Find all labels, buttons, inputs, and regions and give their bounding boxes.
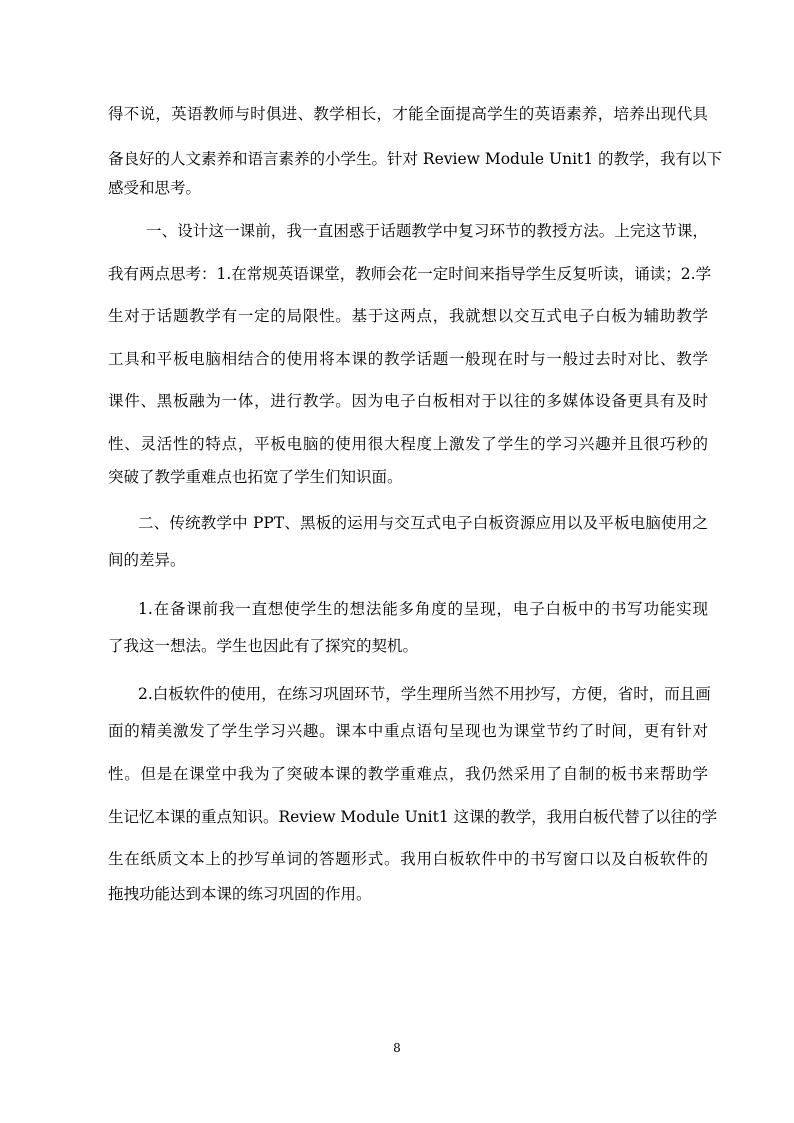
- body-text-line: 拖拽功能达到本课的练习巩固的作用。: [108, 885, 372, 903]
- body-text-line: 面的精美激发了学生学习兴趣。课本中重点语句呈现也为课堂节约了时间，更有针对: [108, 722, 708, 740]
- body-text-line: 突破了教学重难点也拓宽了学生们知识面。: [108, 468, 403, 486]
- body-text-line: 我有两点思考：1.在常规英语课堂，教师会花一定时间来指导学生反复听读，诵读；2.学: [108, 265, 712, 283]
- body-text-line: 了我这一想法。学生也因此有了探究的契机。: [108, 637, 419, 655]
- body-text-line: 1.在备课前我一直想使学生的想法能多角度的呈现，电子白板中的书写功能实现: [138, 600, 708, 618]
- body-text-line: 生在纸质文本上的抄写单词的答题形式。我用白板软件中的书写窗口以及白板软件的: [108, 850, 708, 868]
- body-text-line: 课件、黑板融为一体，进行教学。因为电子白板相对于以往的多媒体设备更具有及时: [108, 392, 708, 410]
- body-text-line: 性。但是在课堂中我为了突破本课的教学重难点，我仍然采用了自制的板书来帮助学: [108, 765, 708, 783]
- body-text-line: 性、灵活性的特点，平板电脑的使用很大程度上激发了学生的学习兴趣并且很巧秒的: [108, 435, 708, 453]
- body-text-line: 一、设计这一课前，我一直困惑于话题教学中复习环节的教授方法。上完这节课，: [146, 222, 708, 240]
- body-text-line: 二、传统教学中 PPT、黑板的运用与交互式电子白板资源应用以及平板电脑使用之: [138, 514, 708, 532]
- body-text-line: 间的差异。: [108, 551, 186, 569]
- page-number: 8: [393, 1041, 401, 1055]
- body-text-line: 备良好的人文素养和语言素养的小学生。针对 Review Module Unit1 的教学，我有以下: [108, 150, 723, 168]
- body-text-line: 感受和思考。: [108, 179, 202, 197]
- body-text-line: 生对于话题教学有一定的局限性。基于这两点，我就想以交互式电子白板为辅助教学: [108, 307, 708, 325]
- body-text-line: 生记忆本课的重点知识。Review Module Unit1 这课的教学，我用白板代替了以往的学: [108, 808, 718, 826]
- body-text-line: 得不说，英语教师与时俱进、教学相长，才能全面提高学生的英语素养，培养出现代具: [108, 105, 708, 123]
- body-text-line: 工具和平板电脑相结合的使用将本课的教学话题一般现在时与一般过去时对比、教学: [108, 350, 708, 368]
- body-text-line: 2.白板软件的使用，在练习巩固环节，学生理所当然不用抄写，方便，省时，而且画: [138, 685, 711, 703]
